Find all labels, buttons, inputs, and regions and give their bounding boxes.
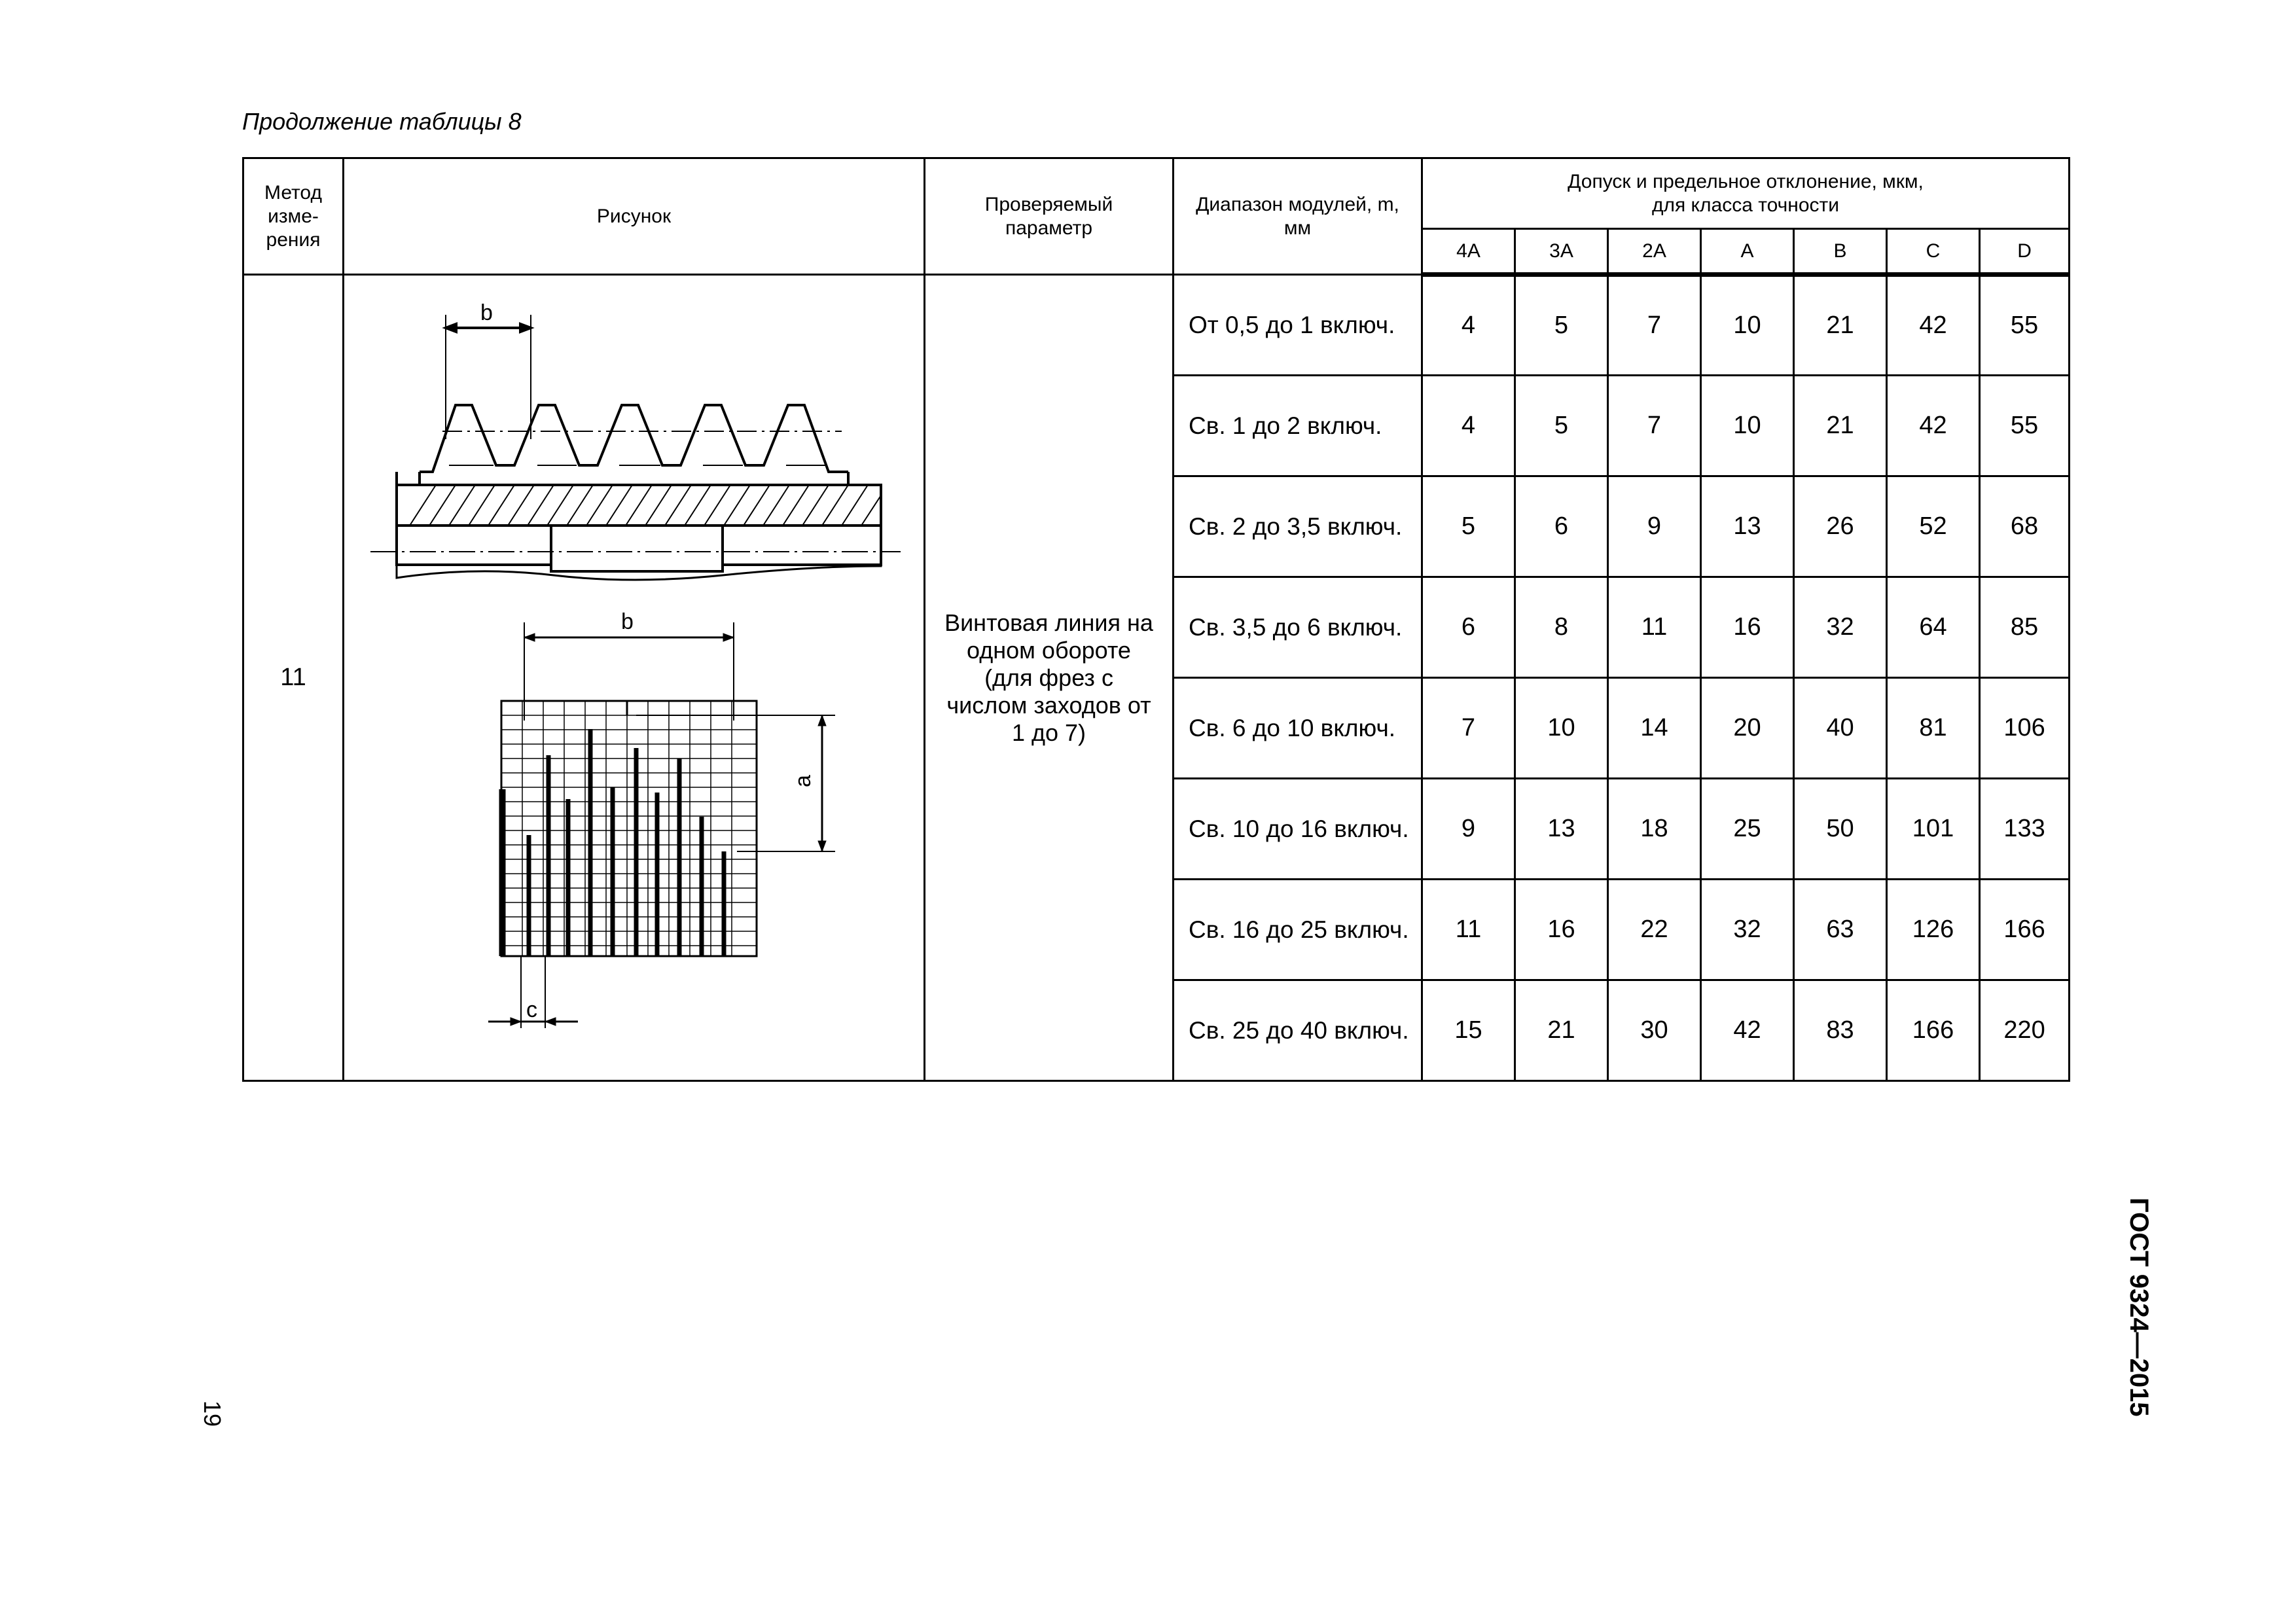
value-cell: 166: [1980, 880, 2070, 980]
value-cell: 30: [1608, 980, 1701, 1081]
class-header: В: [1794, 229, 1887, 275]
value-cell: 55: [1980, 275, 2070, 376]
dim-label-a: a: [791, 775, 816, 787]
range-label: От 0,5 до 1 включ.: [1174, 275, 1422, 376]
value-cell: 85: [1980, 577, 2070, 678]
value-cell: 4: [1422, 275, 1515, 376]
table-caption: Продолжение таблицы 8: [242, 108, 522, 135]
range-label: Св. 6 до 10 включ.: [1174, 678, 1422, 779]
value-cell: 15: [1422, 980, 1515, 1081]
value-cell: 25: [1701, 779, 1794, 880]
range-label: Св. 1 до 2 включ.: [1174, 376, 1422, 476]
header-tolerance: Допуск и предельное отклонение, мкм, для класса точности: [1422, 158, 2070, 229]
range-label: Св. 2 до 3,5 включ.: [1174, 476, 1422, 577]
value-cell: 5: [1515, 275, 1608, 376]
value-cell: 32: [1701, 880, 1794, 980]
value-cell: 106: [1980, 678, 2070, 779]
value-cell: 8: [1515, 577, 1608, 678]
value-cell: 10: [1515, 678, 1608, 779]
value-cell: 14: [1608, 678, 1701, 779]
value-cell: 11: [1608, 577, 1701, 678]
class-header: А: [1701, 229, 1794, 275]
value-cell: 5: [1515, 376, 1608, 476]
tolerance-table: [242, 157, 2070, 1082]
value-cell: 6: [1422, 577, 1515, 678]
value-cell: 20: [1701, 678, 1794, 779]
value-cell: 68: [1980, 476, 2070, 577]
value-cell: 42: [1887, 376, 1980, 476]
class-header: 4А: [1422, 229, 1515, 275]
checked-parameter: Винтовая линия на одном обороте (для фрез с числом заходов от 1 до 7): [925, 275, 1174, 1081]
class-header: D: [1980, 229, 2070, 275]
range-label: Св. 3,5 до 6 включ.: [1174, 577, 1422, 678]
value-cell: 32: [1794, 577, 1887, 678]
range-label: Св. 10 до 16 включ.: [1174, 779, 1422, 880]
range-label: Св. 25 до 40 включ.: [1174, 980, 1422, 1081]
value-cell: 133: [1980, 779, 2070, 880]
value-cell: 7: [1608, 275, 1701, 376]
value-cell: 16: [1701, 577, 1794, 678]
dim-label-b: b: [621, 609, 634, 634]
value-cell: 10: [1701, 376, 1794, 476]
value-cell: 9: [1422, 779, 1515, 880]
header-figure: Рисунок: [344, 158, 925, 275]
value-cell: 4: [1422, 376, 1515, 476]
value-cell: 11: [1422, 880, 1515, 980]
value-cell: 21: [1794, 275, 1887, 376]
figure-cell: [344, 275, 925, 1081]
header-module-range: Диапазон модулей, m, мм: [1174, 158, 1422, 275]
value-cell: 13: [1701, 476, 1794, 577]
value-cell: 64: [1887, 577, 1980, 678]
class-header: С: [1887, 229, 1980, 275]
value-cell: 26: [1794, 476, 1887, 577]
value-cell: 101: [1887, 779, 1980, 880]
value-cell: 42: [1701, 980, 1794, 1081]
value-cell: 21: [1515, 980, 1608, 1081]
value-cell: 55: [1980, 376, 2070, 476]
value-cell: 9: [1608, 476, 1701, 577]
dim-label-c: c: [526, 997, 537, 1022]
header-parameter: Проверяемый параметр: [925, 158, 1174, 275]
value-cell: 13: [1515, 779, 1608, 880]
value-cell: 16: [1515, 880, 1608, 980]
value-cell: 22: [1608, 880, 1701, 980]
value-cell: 50: [1794, 779, 1887, 880]
value-cell: 63: [1794, 880, 1887, 980]
value-cell: 166: [1887, 980, 1980, 1081]
value-cell: 81: [1887, 678, 1980, 779]
value-cell: 83: [1794, 980, 1887, 1081]
dim-label-b: b: [480, 300, 493, 325]
value-cell: 6: [1515, 476, 1608, 577]
range-label: Св. 16 до 25 включ.: [1174, 880, 1422, 980]
value-cell: 52: [1887, 476, 1980, 577]
hob-drawing: [344, 276, 925, 1080]
value-cell: 10: [1701, 275, 1794, 376]
method-number: 11: [243, 275, 344, 1081]
value-cell: 40: [1794, 678, 1887, 779]
value-cell: 220: [1980, 980, 2070, 1081]
value-cell: 5: [1422, 476, 1515, 577]
value-cell: 21: [1794, 376, 1887, 476]
value-cell: 7: [1422, 678, 1515, 779]
header-method: Метод изме-рения: [243, 158, 344, 275]
page-number: 19: [199, 1400, 226, 1427]
class-header: 2А: [1608, 229, 1701, 275]
document-title: ГОСТ 9324—2015: [2125, 1198, 2153, 1417]
class-header: 3А: [1515, 229, 1608, 275]
value-cell: 18: [1608, 779, 1701, 880]
value-cell: 126: [1887, 880, 1980, 980]
value-cell: 7: [1608, 376, 1701, 476]
value-cell: 42: [1887, 275, 1980, 376]
